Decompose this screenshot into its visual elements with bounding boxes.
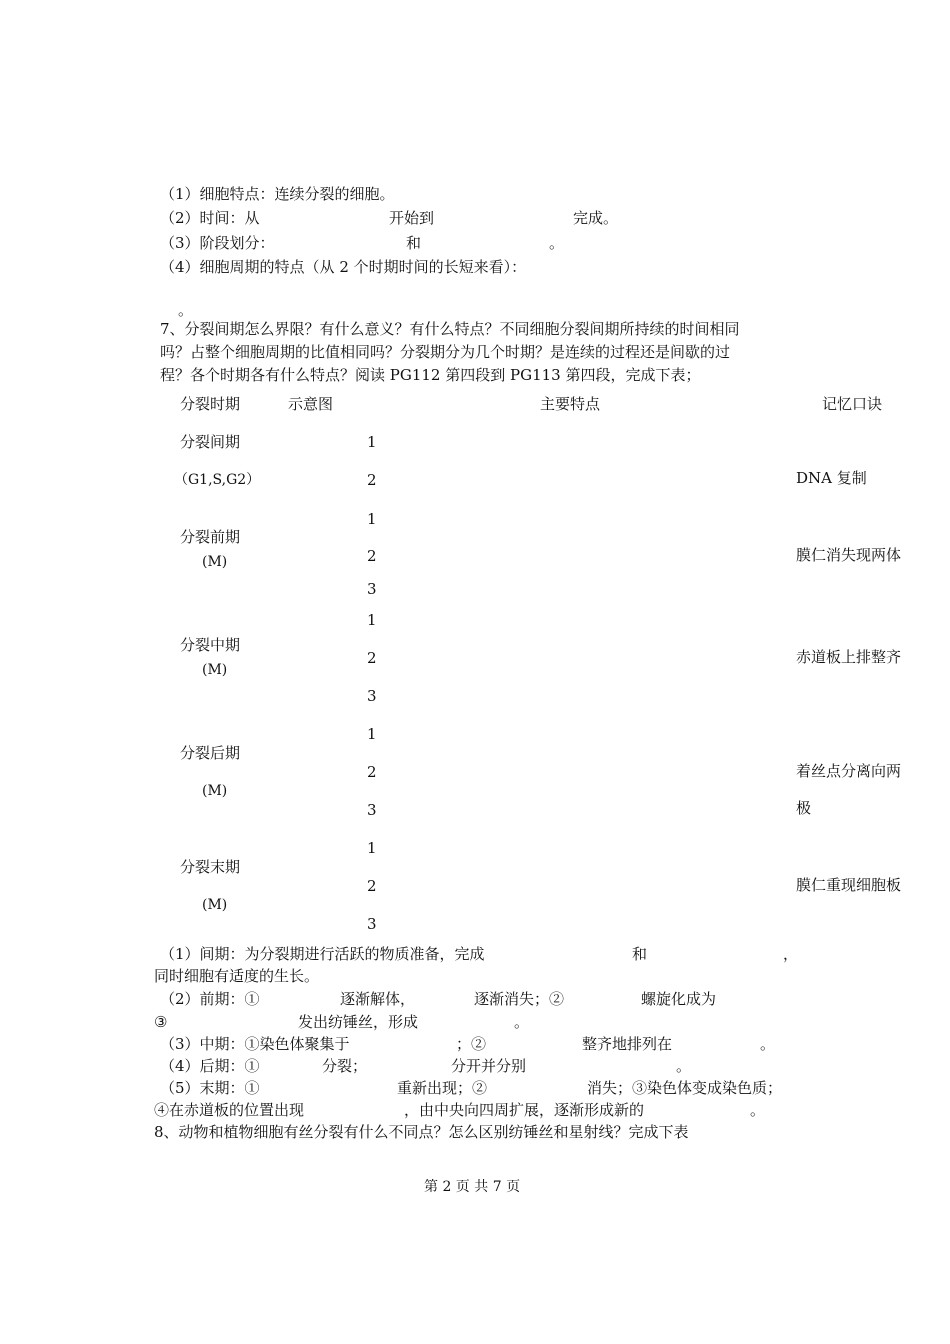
phase-3-text-a: （3）中期：①染色体聚集于 [160, 1035, 350, 1053]
phase-2-text-a: （2）前期：① [160, 990, 260, 1008]
table-row-num: 1 [367, 433, 377, 451]
table-header-phase: 分裂时期 [180, 395, 241, 413]
phase-1-text-d: 同时细胞有适度的生长。 [154, 967, 320, 985]
phase-2-text-g: 。 [514, 1013, 530, 1031]
phase-5-text-d: ④在赤道板的位置出现 [154, 1101, 305, 1119]
table-row-phase-sub: (M) [202, 783, 228, 799]
phase-3-text-d: 。 [760, 1035, 776, 1053]
page-footer: 第 2 页 共 7 页 [424, 1179, 521, 1195]
table-row-phase-sub: (M) [202, 897, 228, 913]
table-row-num: 3 [367, 801, 377, 819]
phase-2-text-d: 螺旋化成为 [641, 990, 717, 1008]
phase-5-text-c: 消失；③染色体变成染色质； [587, 1079, 783, 1097]
table-row-num: 3 [367, 687, 377, 705]
phase-3-text-b: ；② [456, 1035, 487, 1053]
table-row-mnemonic-cont: 极 [796, 799, 812, 817]
cell-cycle-line-4: （4）细胞周期的特点（从 2 个时期时间的长短来看）： [160, 258, 527, 276]
table-row-num: 2 [367, 649, 377, 667]
table-row-num: 1 [367, 725, 377, 743]
phase-5-text-f: 。 [750, 1101, 766, 1119]
table-row-num: 2 [367, 547, 377, 565]
q7-line-1: 7、分裂间期怎么界限？有什么意义？有什么特点？不同细胞分裂间期所持续的时间相同 [160, 320, 740, 338]
table-row-num: 2 [367, 877, 377, 895]
table-row-phase: 分裂后期 [180, 744, 241, 762]
table-row-mnemonic: 着丝点分离向两 [796, 762, 902, 780]
phase-4-text-b: 分裂； [322, 1057, 368, 1075]
phase-1-text-b: 和 [632, 945, 648, 963]
phase-1-text-a: （1）间期：为分裂期进行活跃的物质准备，完成 [160, 945, 485, 963]
table-row-phase-sub: （G1,S,G2） [174, 472, 261, 488]
phase-2-text-b: 逐渐解体， [340, 990, 416, 1008]
phase-5-text-e: ，由中央向四周扩展，逐渐形成新的 [404, 1101, 645, 1119]
phase-4-text-d: 。 [676, 1057, 692, 1075]
cell-cycle-line-3a: （3）阶段划分： [160, 234, 275, 252]
phase-4-text-a: （4）后期：① [160, 1057, 260, 1075]
phase-4-text-c: 分开并分别 [451, 1057, 527, 1075]
table-row-num: 1 [367, 839, 377, 857]
table-header-mnemonic: 记忆口诀 [822, 395, 883, 413]
q7-line-3: 程？各个时期各有什么特点？阅读 PG112 第四段到 PG113 第四段，完成下表； [160, 366, 701, 384]
table-row-phase: 分裂末期 [180, 858, 241, 876]
cell-cycle-line-3b: 和 [406, 234, 422, 252]
table-row-num: 2 [367, 471, 377, 489]
table-row-mnemonic: DNA 复制 [796, 469, 867, 487]
q7-line-2: 吗？占整个细胞周期的比值相同吗？分裂期分为几个时期？是连续的过程还是间歇的过 [160, 343, 731, 361]
cell-cycle-line-5: 。 [178, 301, 194, 319]
phase-5-text-a: （5）末期：① [160, 1079, 260, 1097]
cell-cycle-line-2c: 完成。 [573, 209, 619, 227]
table-row-mnemonic: 赤道板上排整齐 [796, 648, 902, 666]
table-row-num: 3 [367, 915, 377, 933]
phase-2-text-e: ③ [154, 1013, 168, 1031]
table-header-features: 主要特点 [540, 395, 601, 413]
q8-text: 8、动物和植物细胞有丝分裂有什么不同点？怎么区别纺锤丝和星射线？完成下表 [154, 1123, 689, 1141]
table-row-phase: 分裂前期 [180, 528, 241, 546]
table-row-phase-sub: (M) [202, 554, 228, 570]
cell-cycle-line-2a: （2）时间：从 [160, 209, 260, 227]
cell-cycle-line-2b: 开始到 [389, 209, 435, 227]
table-row-phase: 分裂间期 [180, 433, 241, 451]
table-row-mnemonic: 膜仁重现细胞板 [796, 876, 902, 894]
table-header-diagram: 示意图 [288, 395, 334, 413]
phase-3-text-c: 整齐地排列在 [582, 1035, 673, 1053]
phase-5-text-b: 重新出现；② [397, 1079, 488, 1097]
phase-2-text-f: 发出纺锤丝，形成 [298, 1013, 419, 1031]
cell-cycle-line-3c: 。 [549, 234, 565, 252]
table-row-num: 1 [367, 611, 377, 629]
phase-2-text-c: 逐渐消失；② [474, 990, 565, 1008]
phase-1-text-c: ， [783, 945, 799, 963]
table-row-num: 1 [367, 510, 377, 528]
cell-cycle-line-1: （1）细胞特点：连续分裂的细胞。 [160, 185, 395, 203]
table-row-phase: 分裂中期 [180, 636, 241, 654]
table-row-num: 2 [367, 763, 377, 781]
table-row-num: 3 [367, 580, 377, 598]
table-row-mnemonic: 膜仁消失现两体 [796, 546, 902, 564]
table-row-phase-sub: (M) [202, 662, 228, 678]
